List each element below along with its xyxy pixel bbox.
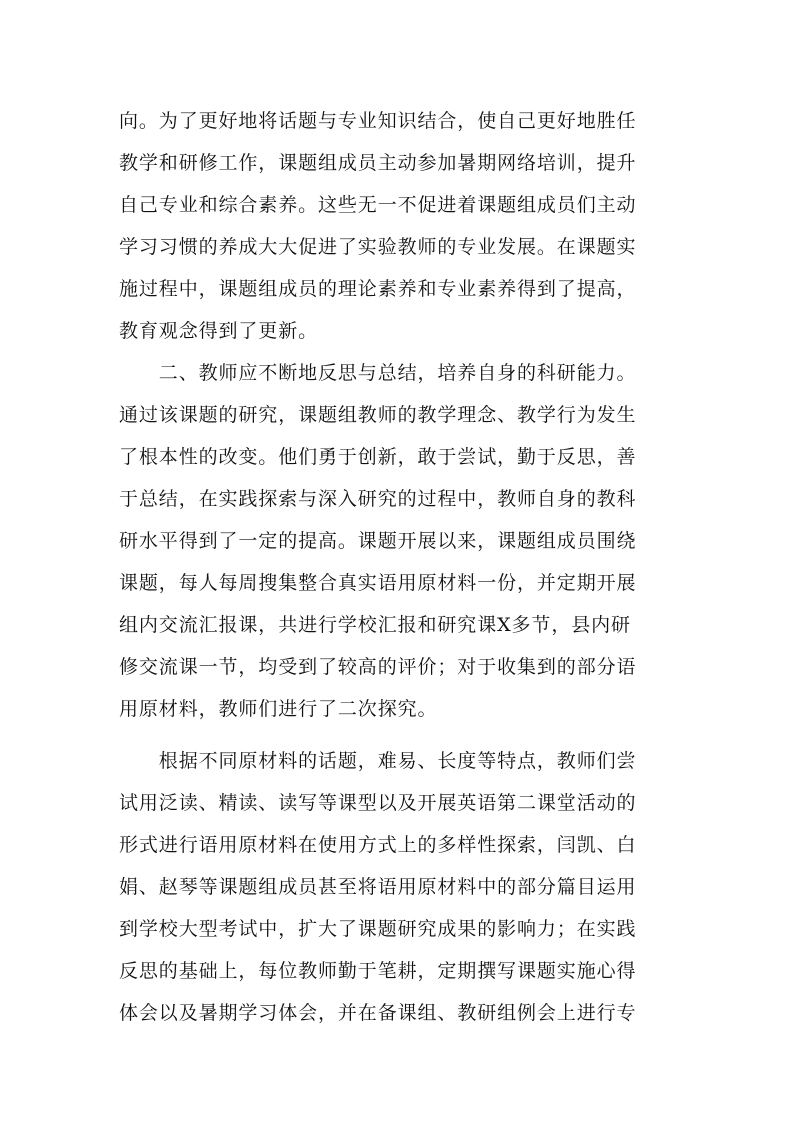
- text-line: 教育观念得到了更新。: [119, 320, 319, 342]
- text-line: 组内交流汇报课，共进行学校汇报和研究课X多节，县内研: [119, 614, 631, 636]
- text-line: 自己专业和综合素养。这些无一不促进着课题组成员们主动: [119, 194, 637, 216]
- text-line: 娟、赵琴等课题组成员甚至将语用原材料中的部分篇目运用: [119, 876, 637, 898]
- text-line: 学习习惯的养成大大促进了实验教师的专业发展。在课题实: [119, 236, 637, 258]
- text-line: 二、教师应不断地反思与总结，培养自身的科研能力。: [119, 362, 637, 384]
- document-body: [119, 100, 689, 1034]
- text-line: 到学校大型考试中，扩大了课题研究成果的影响力；在实践: [119, 918, 637, 940]
- paragraph-1: [119, 100, 689, 352]
- text-line: 研水平得到了一定的提高。课题开展以来，课题组成员围绕: [119, 530, 637, 552]
- text-line: 向。为了更好地将话题与专业知识结合，使自己更好地胜任: [119, 110, 637, 132]
- text-line: 通过该课题的研究，课题组教师的教学理念、教学行为发生: [119, 404, 637, 426]
- text-line: 反思的基础上，每位教师勤于笔耕，定期撰写课题实施心得: [119, 960, 637, 982]
- text-line: 课题，每人每周搜集整合真实语用原材料一份，并定期开展: [119, 572, 637, 594]
- text-line: 形式进行语用原材料在使用方式上的多样性探索，闫凯、白: [119, 834, 637, 856]
- paragraph-3: [119, 740, 689, 1034]
- text-line: 教学和研修工作，课题组成员主动参加暑期网络培训，提升: [119, 152, 637, 174]
- text-line: 施过程中，课题组成员的理论素养和专业素养得到了提高，: [119, 278, 637, 300]
- text-line: 了根本性的改变。他们勇于创新，敢于尝试，勤于反思，善: [119, 446, 637, 468]
- text-line: 修交流课一节，均受到了较高的评价；对于收集到的部分语: [119, 656, 637, 678]
- text-line: 于总结，在实践探索与深入研究的过程中，教师自身的教科: [119, 488, 637, 510]
- paragraph-gap: [119, 730, 689, 740]
- text-line: 根据不同原材料的话题，难易、长度等特点，教师们尝: [119, 750, 637, 772]
- paragraph-2: [119, 352, 689, 730]
- text-line: 体会以及暑期学习体会，并在备课组、教研组例会上进行专: [119, 1002, 637, 1024]
- text-line: 试用泛读、精读、读写等课型以及开展英语第二课堂活动的: [119, 792, 637, 814]
- text-line: 用原材料，教师们进行了二次探究。: [119, 698, 438, 720]
